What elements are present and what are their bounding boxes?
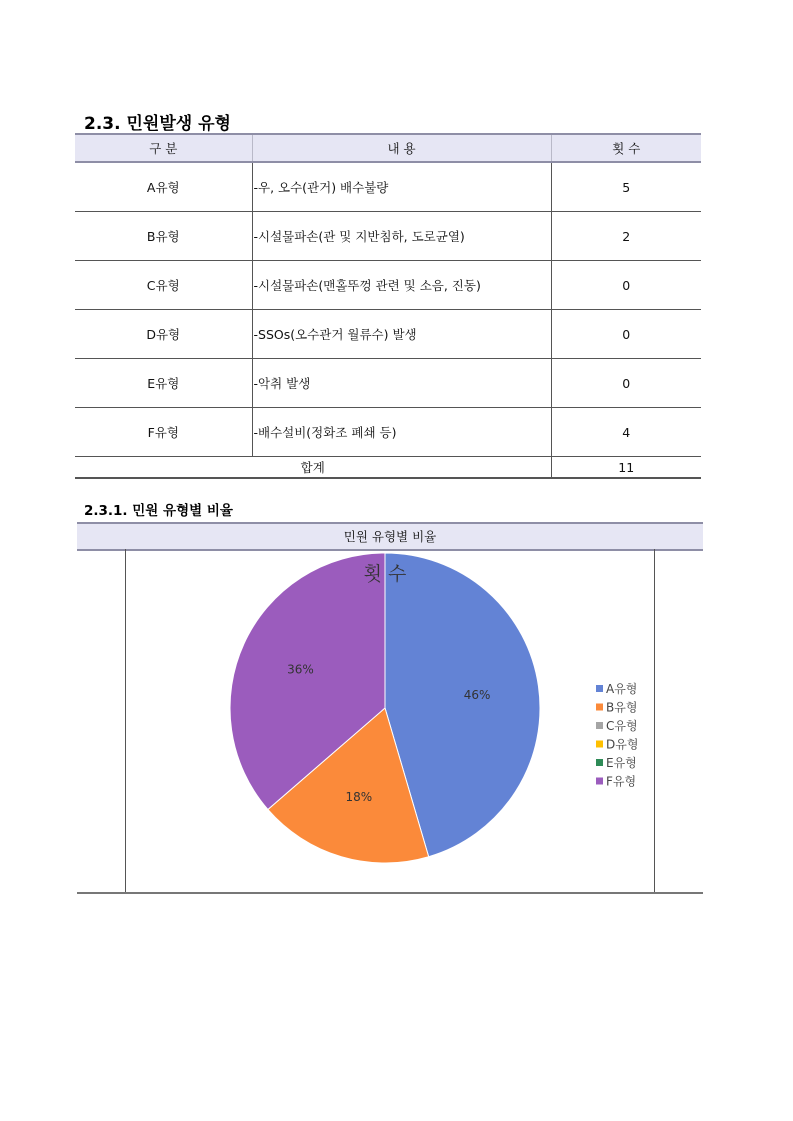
header-content: 내 용 [252,134,551,162]
row-content: -SSOs(오수관거 월류수) 발생 [252,310,551,359]
pie-data-label: 18% [345,790,373,805]
table-row [75,310,701,359]
row-count: 5 [551,162,701,212]
row-count: 0 [551,261,701,310]
header-count: 횟 수 [551,134,701,162]
chart-bottom-rule [77,892,703,894]
chart-box-title: 민원 유형별 비율 [77,522,703,551]
legend-label: B유형 [606,700,638,715]
legend-swatch [596,722,603,729]
table-header-row [75,134,701,162]
total-label: 합계 [75,457,551,479]
row-type: E유형 [75,359,252,408]
chart-box [125,549,655,893]
row-type: F유형 [75,408,252,457]
chart-title: 횟 수 [363,563,407,585]
total-value: 11 [551,457,701,479]
table-row [75,261,701,310]
row-type: A유형 [75,162,252,212]
row-content: -시설물파손(관 및 지반침하, 도로균열) [252,212,551,261]
row-content: -악취 발생 [252,359,551,408]
legend-swatch [596,741,603,748]
legend-label: E유형 [606,756,637,770]
row-count: 0 [551,310,701,359]
chart-frame [77,522,703,894]
table-row [75,212,701,261]
row-type: C유형 [75,261,252,310]
header-type: 구 분 [75,134,252,162]
legend-swatch [596,704,603,711]
legend-swatch [596,778,603,785]
row-content: -우, 오수(관거) 배수불량 [252,162,551,212]
section-title: 2.3. 민원발생 유형 [84,114,231,134]
legend-swatch [596,759,603,766]
table-row [75,359,701,408]
row-content: -배수설비(정화조 폐쇄 등) [252,408,551,457]
row-count: 4 [551,408,701,457]
table-total-row [75,457,701,479]
legend-label: D유형 [606,737,639,752]
table-row [75,408,701,457]
pie-data-label: 46% [463,687,491,702]
pie-chart [126,549,654,893]
row-count: 0 [551,359,701,408]
pie-data-label: 36% [287,662,314,677]
subsection-title: 2.3.1. 민원 유형별 비율 [84,503,233,519]
table-row [75,162,701,212]
legend-label: A유형 [606,682,638,696]
row-content: -시설물파손(맨홀뚜껑 관련 및 소음, 진동) [252,261,551,310]
legend-label: C유형 [606,719,638,733]
row-count: 2 [551,212,701,261]
legend-label: F유형 [606,774,637,789]
row-type: D유형 [75,310,252,359]
complaint-type-table [75,133,701,479]
legend-swatch [596,685,603,692]
row-type: B유형 [75,212,252,261]
